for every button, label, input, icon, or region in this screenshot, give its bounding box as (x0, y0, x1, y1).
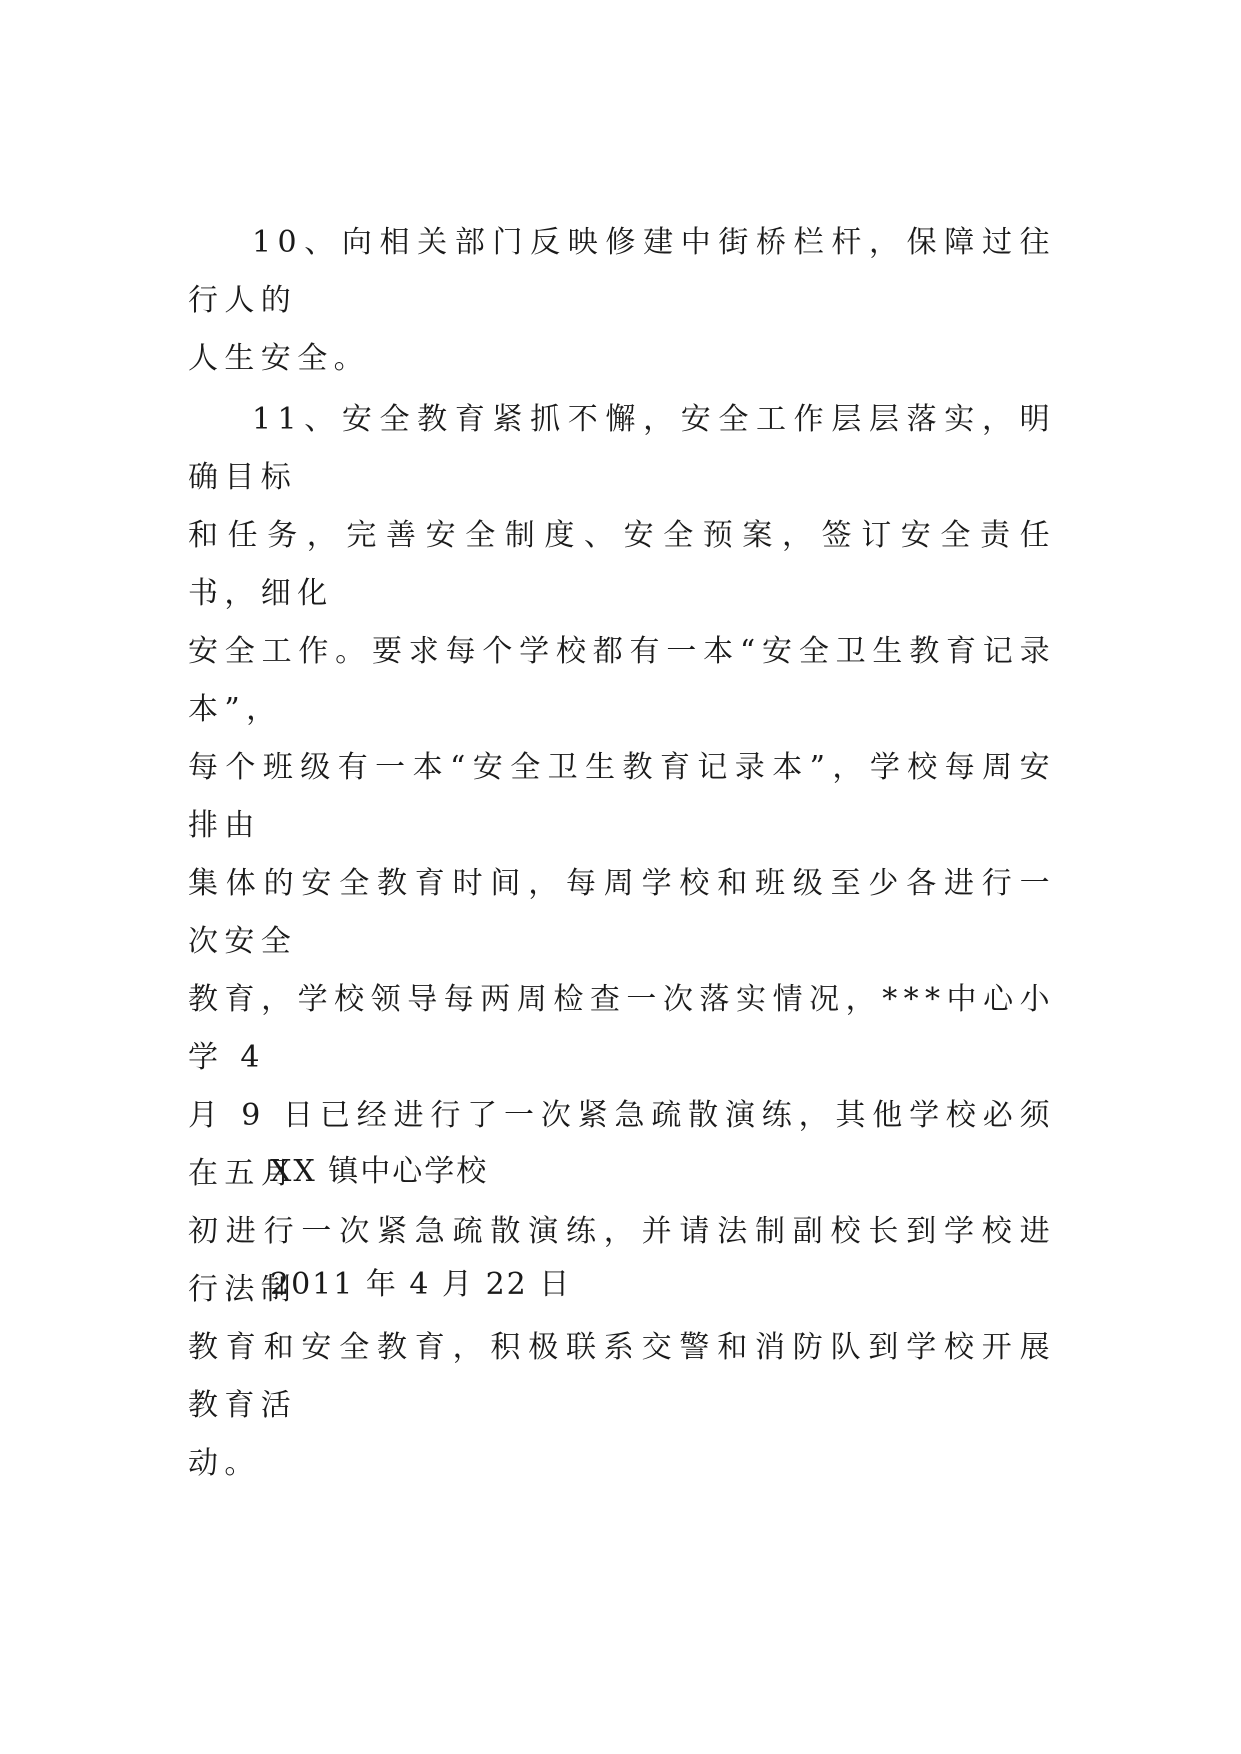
paragraph-line: 每个班级有一本“安全卫生教育记录本”，学校每周安排由 (188, 750, 1056, 843)
paragraph-line-text: 10、向相关部门反映修建中街桥栏杆，保障过往行人的 (188, 225, 1056, 318)
paragraph-line: 教育和安全教育，积极联系交警和消防队到学校开展教育活 (188, 1330, 1056, 1423)
paragraph-line (188, 391, 1056, 507)
paragraph-line: 初进行一次紧急疏散演练，并请法制副校长到学校进行法制 (188, 1214, 1056, 1307)
paragraph-11 (188, 391, 1056, 1493)
paragraph-line: 教育，学校领导每两周检查一次落实情况，***中心小学 4 (188, 982, 1056, 1075)
paragraph-line: 和任务，完善安全制度、安全预案，签订安全责任书，细化 (188, 518, 1056, 611)
paragraph-line (188, 214, 1056, 330)
paragraph-line: 月 9 日已经进行了一次紧急疏散演练，其他学校必须在五月 (188, 1098, 1056, 1191)
paragraph-line: 安全工作。要求每个学校都有一本“安全卫生教育记录本”， (188, 634, 1056, 727)
signature-date: 2011 年 4 月 22 日 (270, 1267, 572, 1302)
paragraph-line: 人生安全。 (188, 341, 370, 376)
signature-organization: XX 镇中心学校 (270, 1154, 489, 1189)
paragraph-line-text: 11、安全教育紧抓不懈，安全工作层层落实，明确目标 (188, 402, 1056, 495)
paragraph-line: 集体的安全教育时间，每周学校和班级至少各进行一次安全 (188, 866, 1056, 959)
paragraph-10 (188, 214, 1056, 388)
paragraph-line: 动。 (188, 1446, 261, 1481)
